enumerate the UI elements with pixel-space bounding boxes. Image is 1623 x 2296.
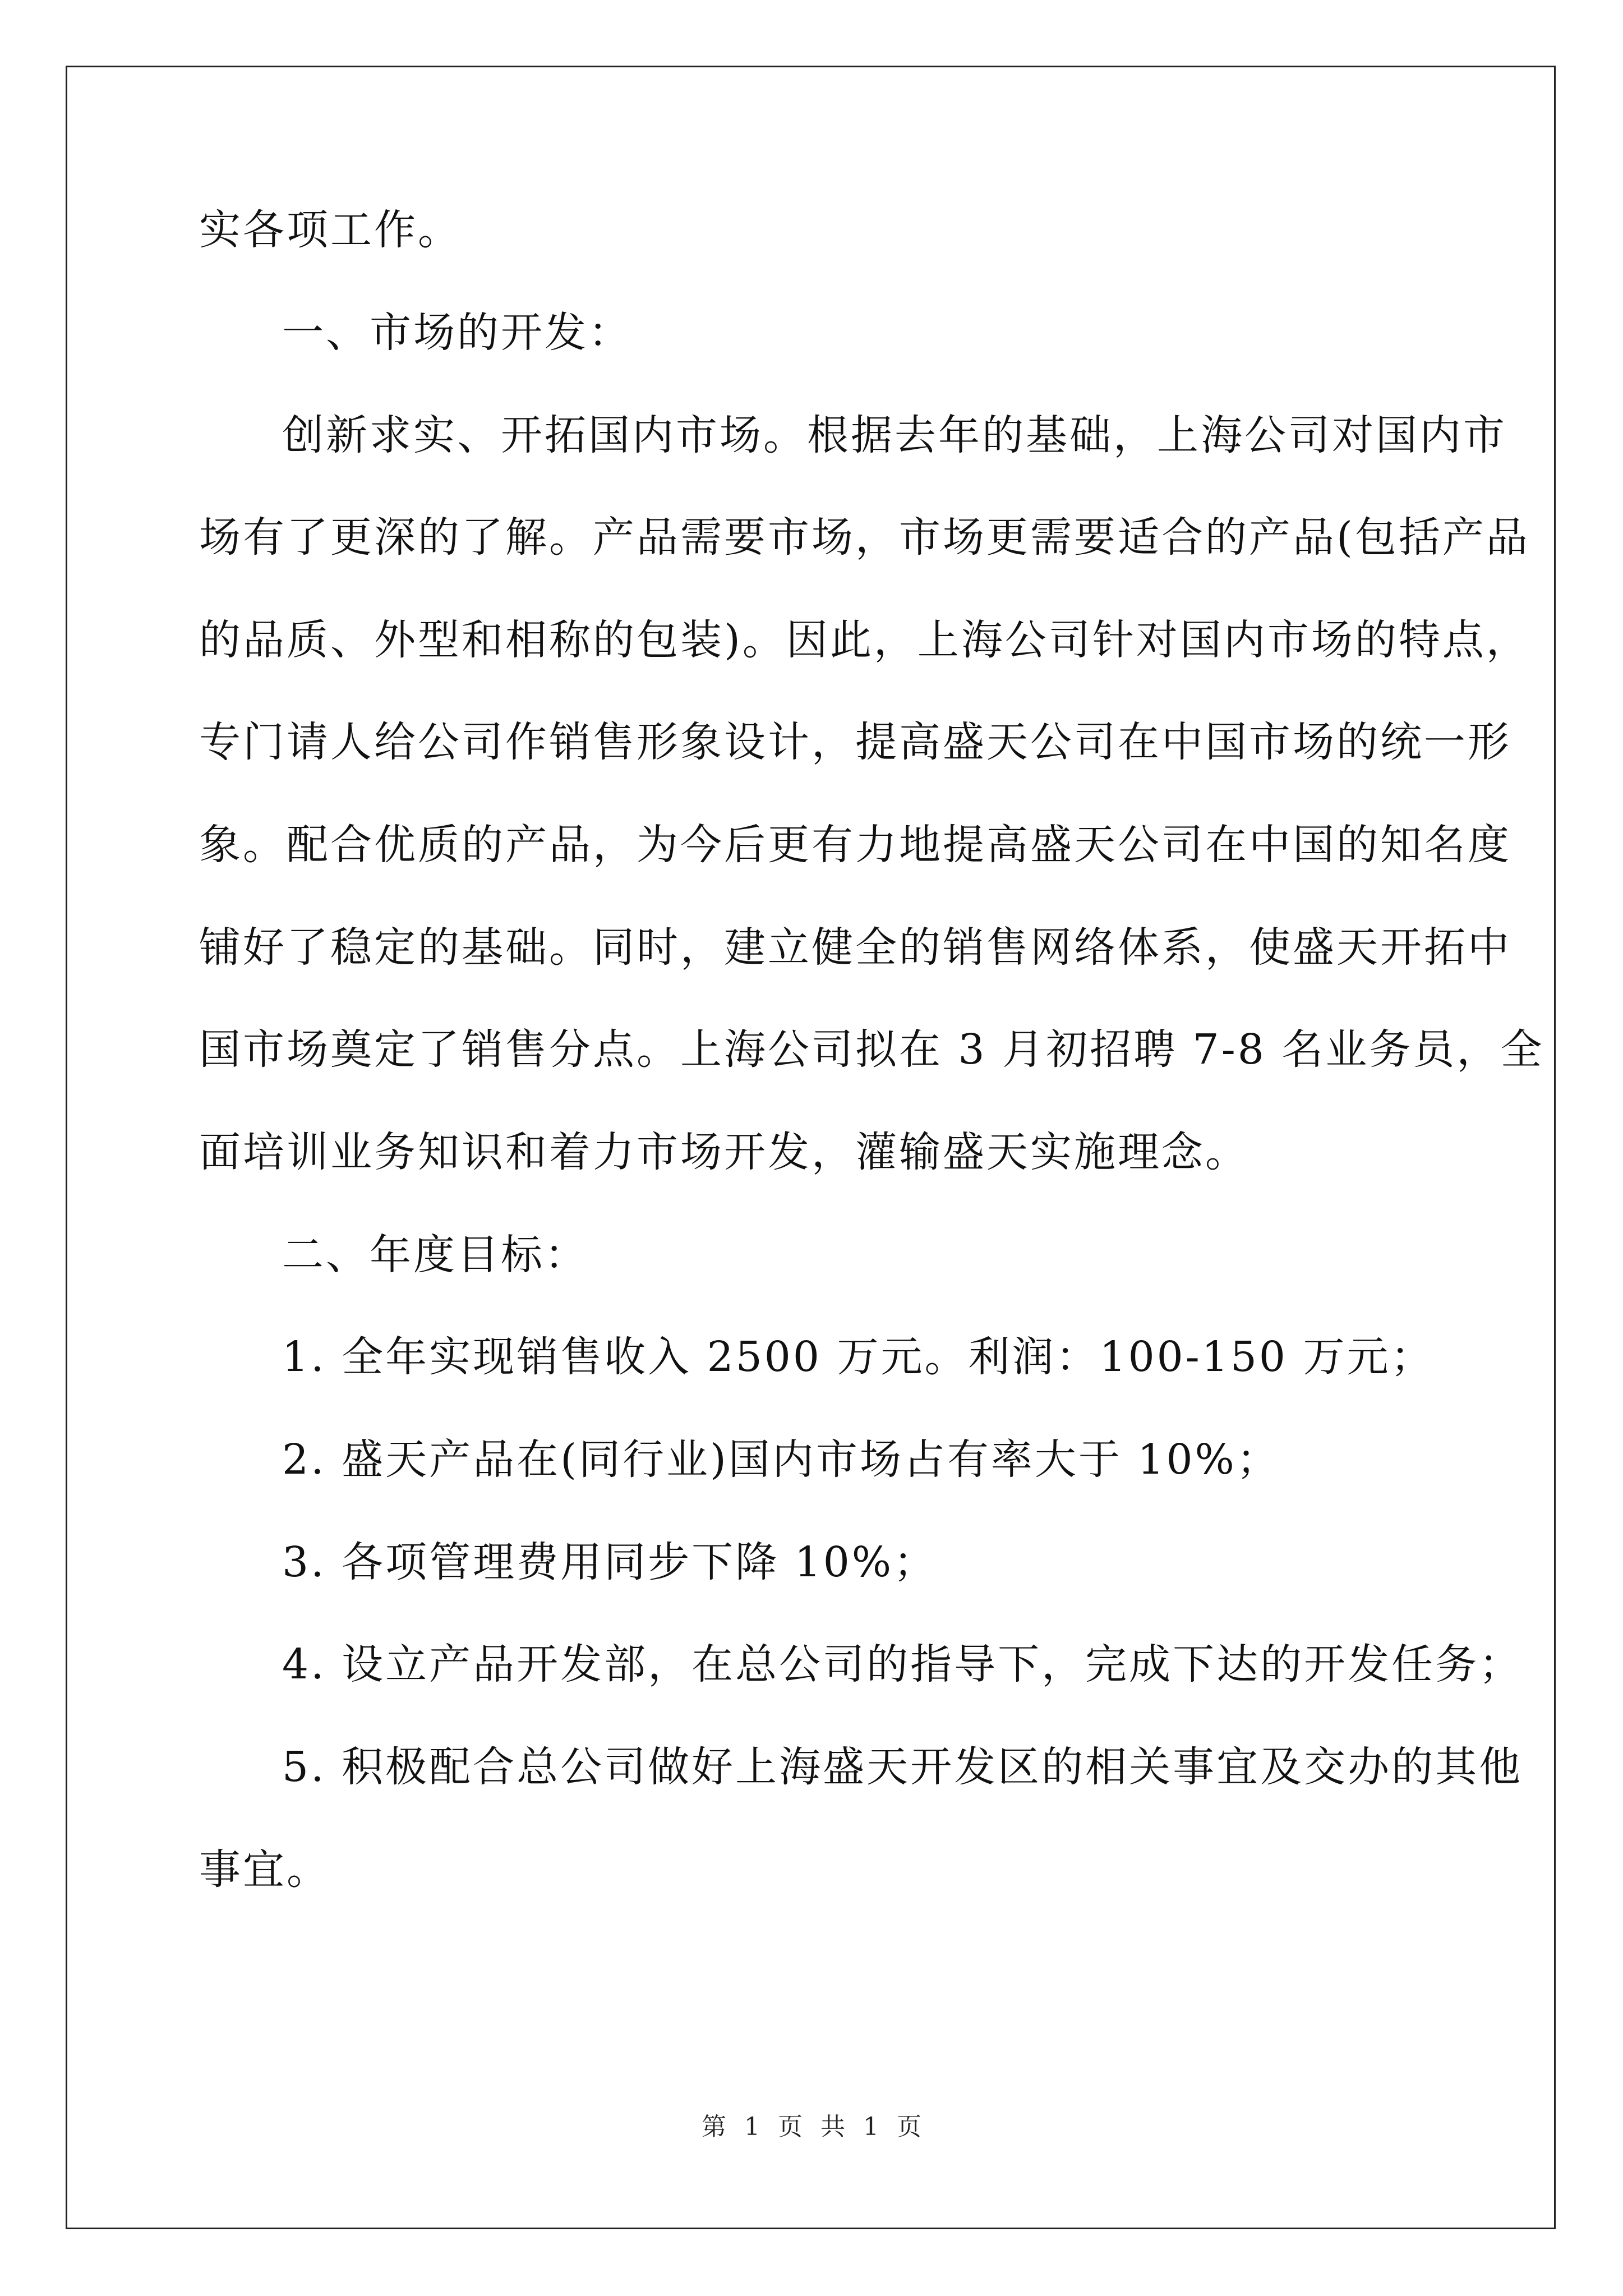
text-line: 面培训业务知识和着力市场开发，灌输盛天实施理念。 xyxy=(199,1128,1249,1176)
section-heading-market: 一、市场的开发： xyxy=(282,309,632,357)
goal-item-1: 1. 全年实现销售收入 2500 万元。利润：100-150 万元； xyxy=(282,1333,1435,1381)
text-line: 事宜。 xyxy=(199,1846,330,1894)
page-number: 第 1 页 共 1 页 xyxy=(702,2113,921,2141)
section-heading-goals: 二、年度目标： xyxy=(282,1231,588,1279)
goal-item-2: 2. 盛天产品在(同行业)国内市场占有率大于 10%； xyxy=(282,1435,1280,1484)
text-line: 创新求实、开拓国内市场。根据去年的基础，上海公司对国内市 xyxy=(282,411,1507,459)
text-line: 国市场奠定了销售分点。上海公司拟在 3 月初招聘 7-8 名业务员，全 xyxy=(199,1025,1544,1074)
text-line: 象。配合优质的产品，为今后更有力地提高盛天公司在中国的知名度 xyxy=(199,821,1511,869)
text-line: 专门请人给公司作销售形象设计，提高盛天公司在中国市场的统一形 xyxy=(199,718,1511,766)
text-line: 的品质、外型和相称的包装)。因此，上海公司针对国内市场的特点， xyxy=(199,616,1530,664)
text-line: 场有了更深的了解。产品需要市场，市场更需要适合的产品(包括产品 xyxy=(199,513,1530,562)
text-line: 实各项工作。 xyxy=(199,206,462,254)
goal-item-5: 5. 积极配合总公司做好上海盛天开发区的相关事宜及交办的其他 xyxy=(282,1743,1523,1791)
goal-item-4: 4. 设立产品开发部，在总公司的指导下，完成下达的开发任务； xyxy=(282,1640,1523,1688)
text-line: 铺好了稳定的基础。同时，建立健全的销售网络体系，使盛天开拓中 xyxy=(199,923,1511,972)
goal-item-3: 3. 各项管理费用同步下降 10%； xyxy=(282,1538,938,1586)
